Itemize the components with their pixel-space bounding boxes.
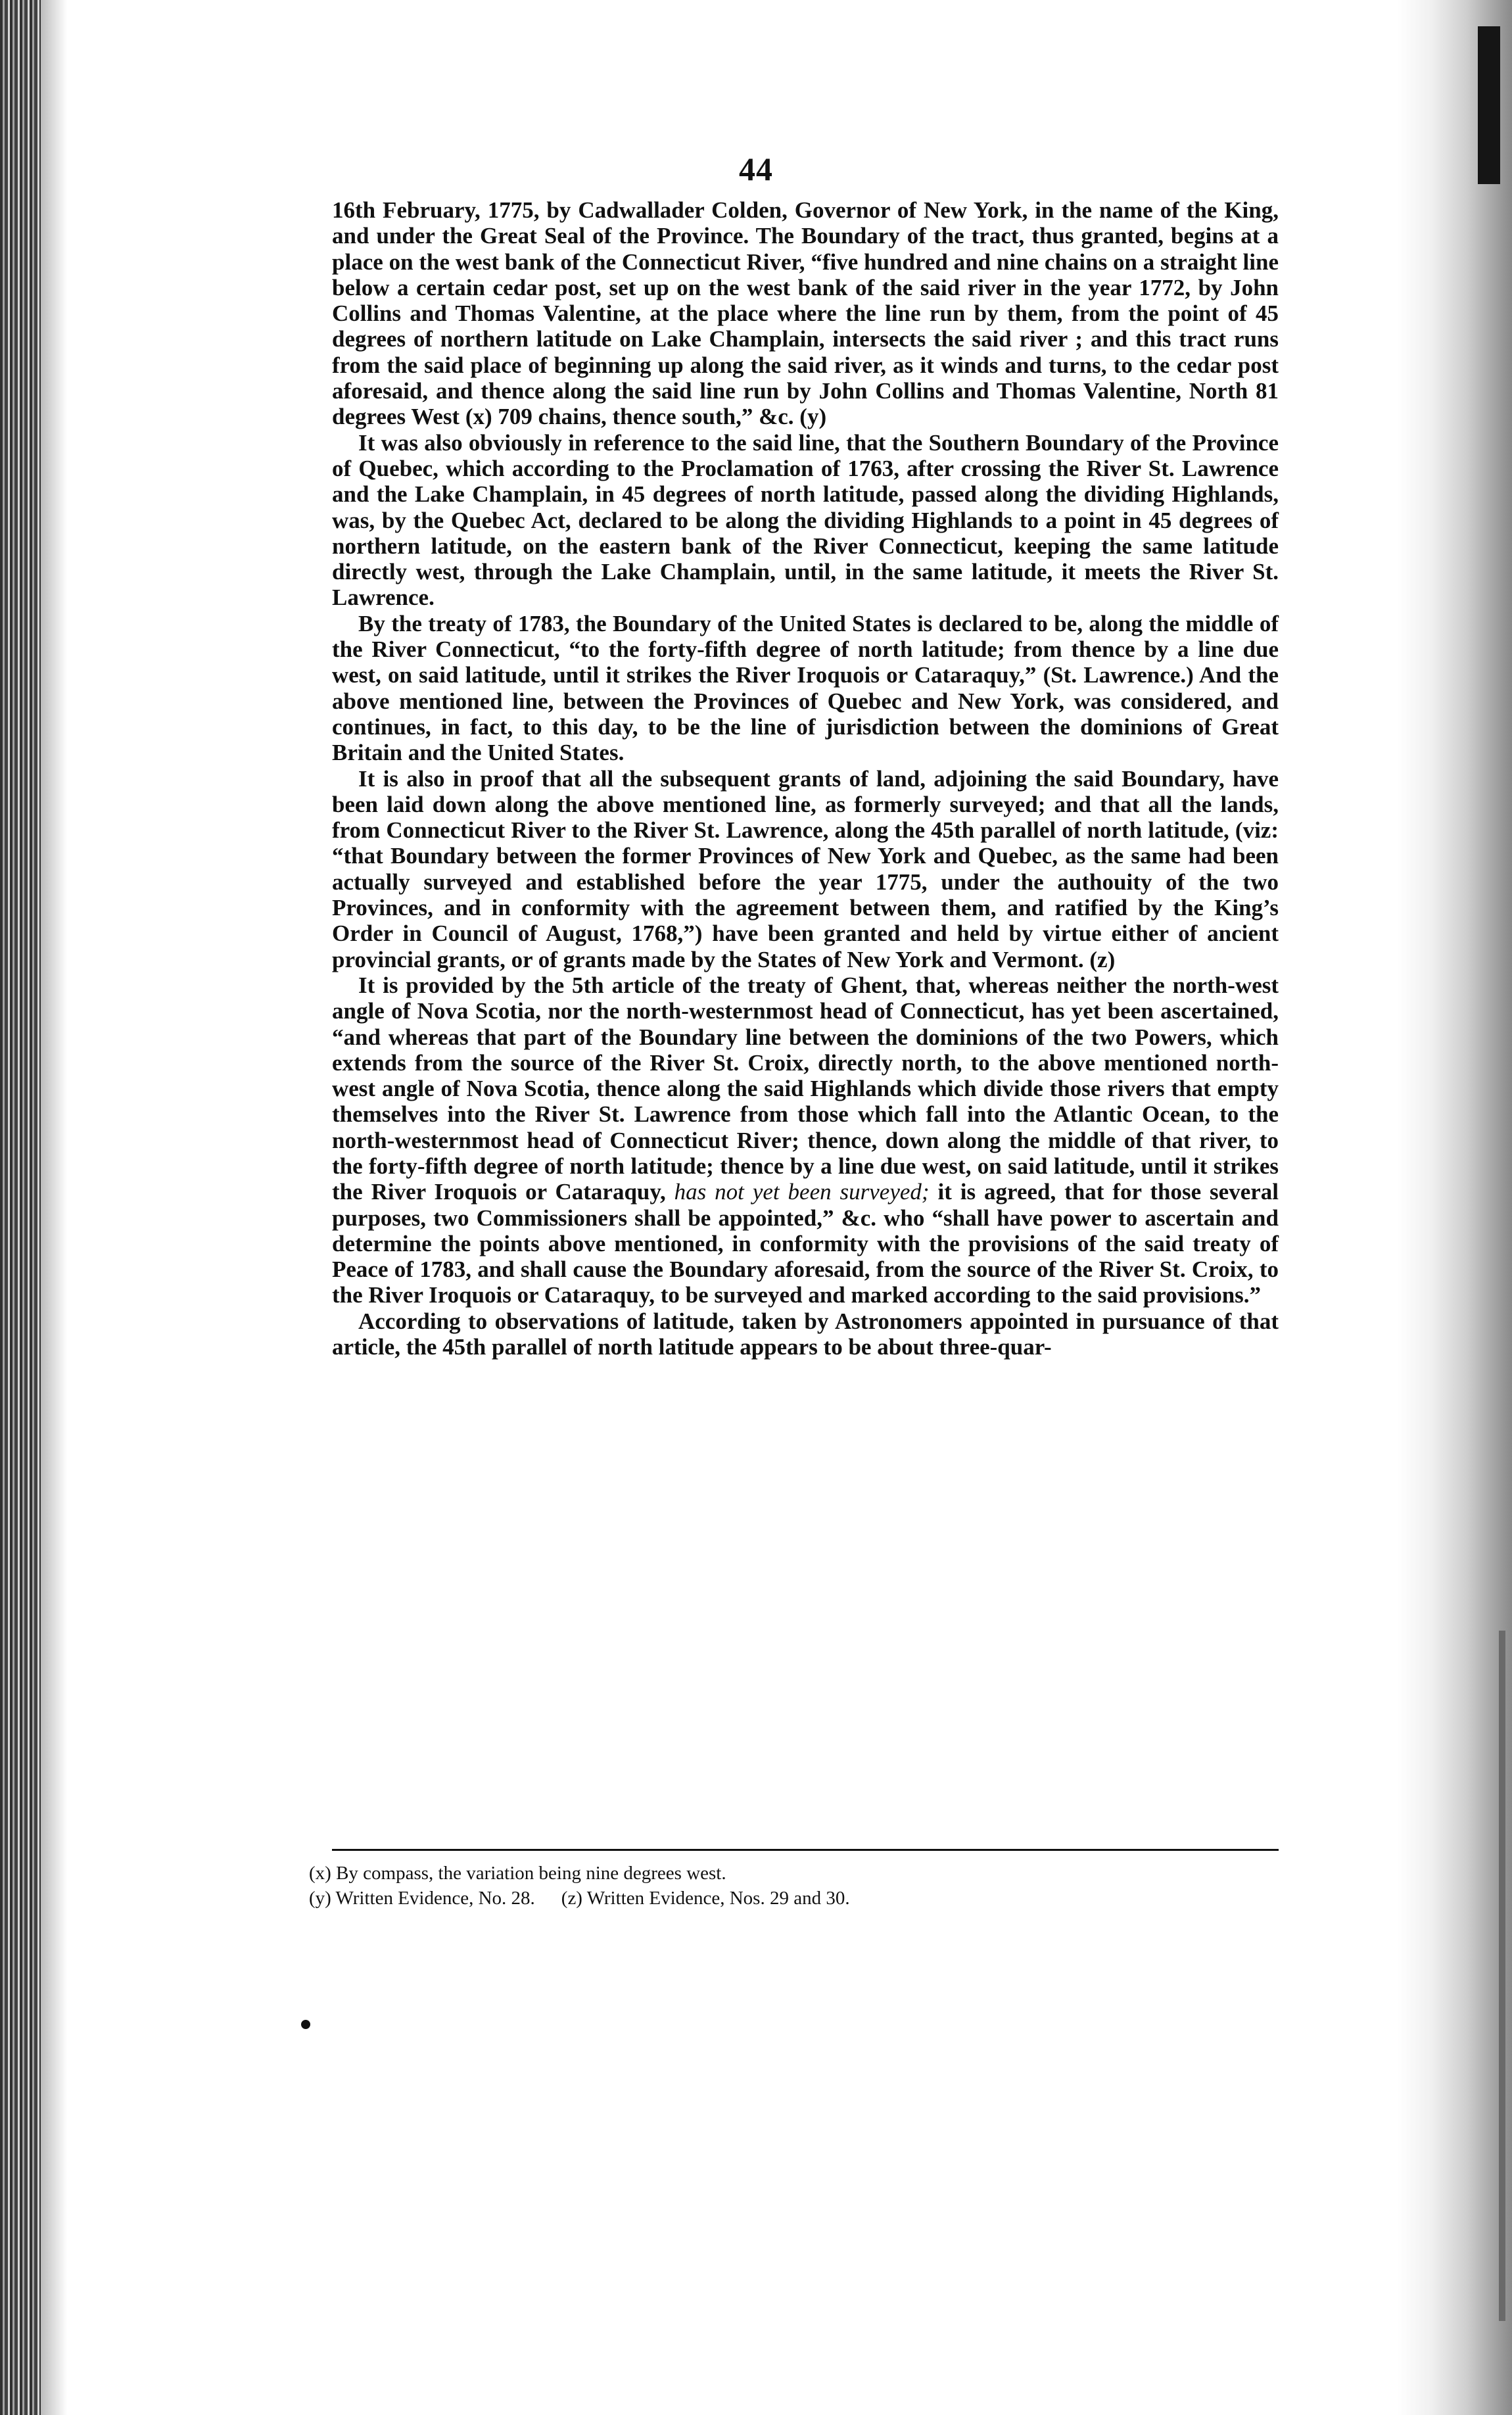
page-number: 44	[739, 151, 773, 187]
ghent-italic-text: has not yet been surveyed;	[674, 1179, 930, 1205]
paragraph-grant-boundary: 16th February, 1775, by Cadwallader Colden, Governor of New York, in the name of the King, and under the Great Seal of the Province. The Boundary of the tract, thus granted, begins at a place on the west bank of the Connecticut River, “five hundred and nine chains on a straight line below a certain cedar post, set up on the west bank of the said river in the year 1772, by John Collins and Thomas Valentine, at the place where the line run by them, from the point of 45 degrees of northern latitude on Lake Champlain, intersects the said river ; and this tract runs from the said place of beginning up along the said river, as it winds and turns, to the cedar post aforesaid, and thence along the said line run by John Collins and Thomas Valentine, North 81 degrees West (x) 709 chains, thence south,” &c. (y)	[332, 197, 1279, 430]
paragraph-subsequent-grants: It is also in proof that all the subsequent grants of land, adjoining the said Boundary, have been laid down along the above mentioned line, as formerly surveyed; and that all the lands, from Connecticut River to the River St. Lawrence, along the 45th parallel of north latitude, (viz: “that Boundary between the former Provinces of New York and Quebec, as the same had been actually surveyed and established before the year 1775, under the authouity of the two Provinces, and in conformity with the agreement between them, and ratified by the King’s Order in Council of August, 1768,”) have been granted and held by virtue either of ancient provincial grants, or of grants made by the States of New York and Vermont. (z)	[332, 765, 1279, 972]
binding-shadow	[41, 0, 67, 2415]
book-binding-edge	[0, 0, 41, 2415]
footnote-z: (z) Written Evidence, Nos. 29 and 30.	[561, 1888, 850, 1909]
main-text	[332, 197, 1279, 1360]
paragraph-treaty-of-ghent	[332, 972, 1279, 1308]
scan-edge-line	[1499, 1631, 1505, 2321]
footnote-row-y-z	[309, 1886, 1098, 1911]
page-edge-shadow	[1397, 0, 1512, 2415]
ghent-text-continued: it is agreed, that for those several purposes, two Commissioners shall be appointed,” &c. who “shall have power to ascertain and determine the points above mentioned, in conformity with the provisions of the said treaty of Peace of 1783, and shall cause the Boundary aforesaid, from the source of the River St. Croix, to the River Iroquois or Cataraquy, to be surveyed and marked according to the said provisions.”	[332, 1179, 1279, 1308]
footnotes	[309, 1861, 1098, 1911]
footnote-x: (x) By compass, the variation being nine degrees west.	[309, 1863, 726, 1884]
paragraph-treaty-1783: By the treaty of 1783, the Boundary of the United States is declared to be, along the middle of the River Connecticut, “to the forty-fifth degree of north latitude; from thence by a line due west, on said latitude, until it strikes the River Iroquois or Cataraquy,” (St. Lawrence.) And the above mentioned line, between the Provinces of Quebec and New York, was considered, and continues, in fact, to this day, to be the line of jurisdiction between the dominions of Great Britain and the United States.	[332, 610, 1279, 766]
footnote-divider	[332, 1849, 1279, 1851]
paragraph-astronomical-observations: According to observations of latitude, taken by Astronomers appointed in pursuance of that article, the 45th parallel of north latitude appears to be about three-quar-	[332, 1308, 1279, 1360]
paragraph-quebec-boundary: It was also obviously in reference to the said line, that the Southern Boundary of the Province of Quebec, which according to the Proclamation of 1763, after crossing the River St. Lawrence and the Lake Champlain, in 45 degrees of north latitude, passed along the dividing Highlands, was, by the Quebec Act, declared to be along the dividing Highlands to a point in 45 degrees of northern latitude, on the eastern bank of the River Connecticut, keeping the same latitude directly west, through the Lake Champlain, until, in the same latitude, it meets the River St. Lawrence.	[332, 429, 1279, 611]
ink-blot	[301, 2020, 310, 2029]
footnote-y: (y) Written Evidence, No. 28.	[309, 1888, 535, 1909]
ghent-text: It is provided by the 5th article of the treaty of Ghent, that, whereas neither the north-west angle of Nova Scotia, nor the north-westernmost head of Connecticut, has yet been ascertained, “and whereas that part of the Boundary line between the dominions of the two Powers, which extends from the source of the River St. Croix, directly north, to the above mentioned north-west angle of Nova Scotia, thence along the said Highlands which divide those rivers that empty themselves into the River St. Lawrence from those which fall into the Atlantic Ocean, to the north-westernmost head of Connecticut River; thence, down along the middle of that river, to the forty-fifth degree of north latitude; thence by a line due west, on said latitude, until it strikes the River Iroquois or Cataraquy,	[332, 972, 1279, 1205]
